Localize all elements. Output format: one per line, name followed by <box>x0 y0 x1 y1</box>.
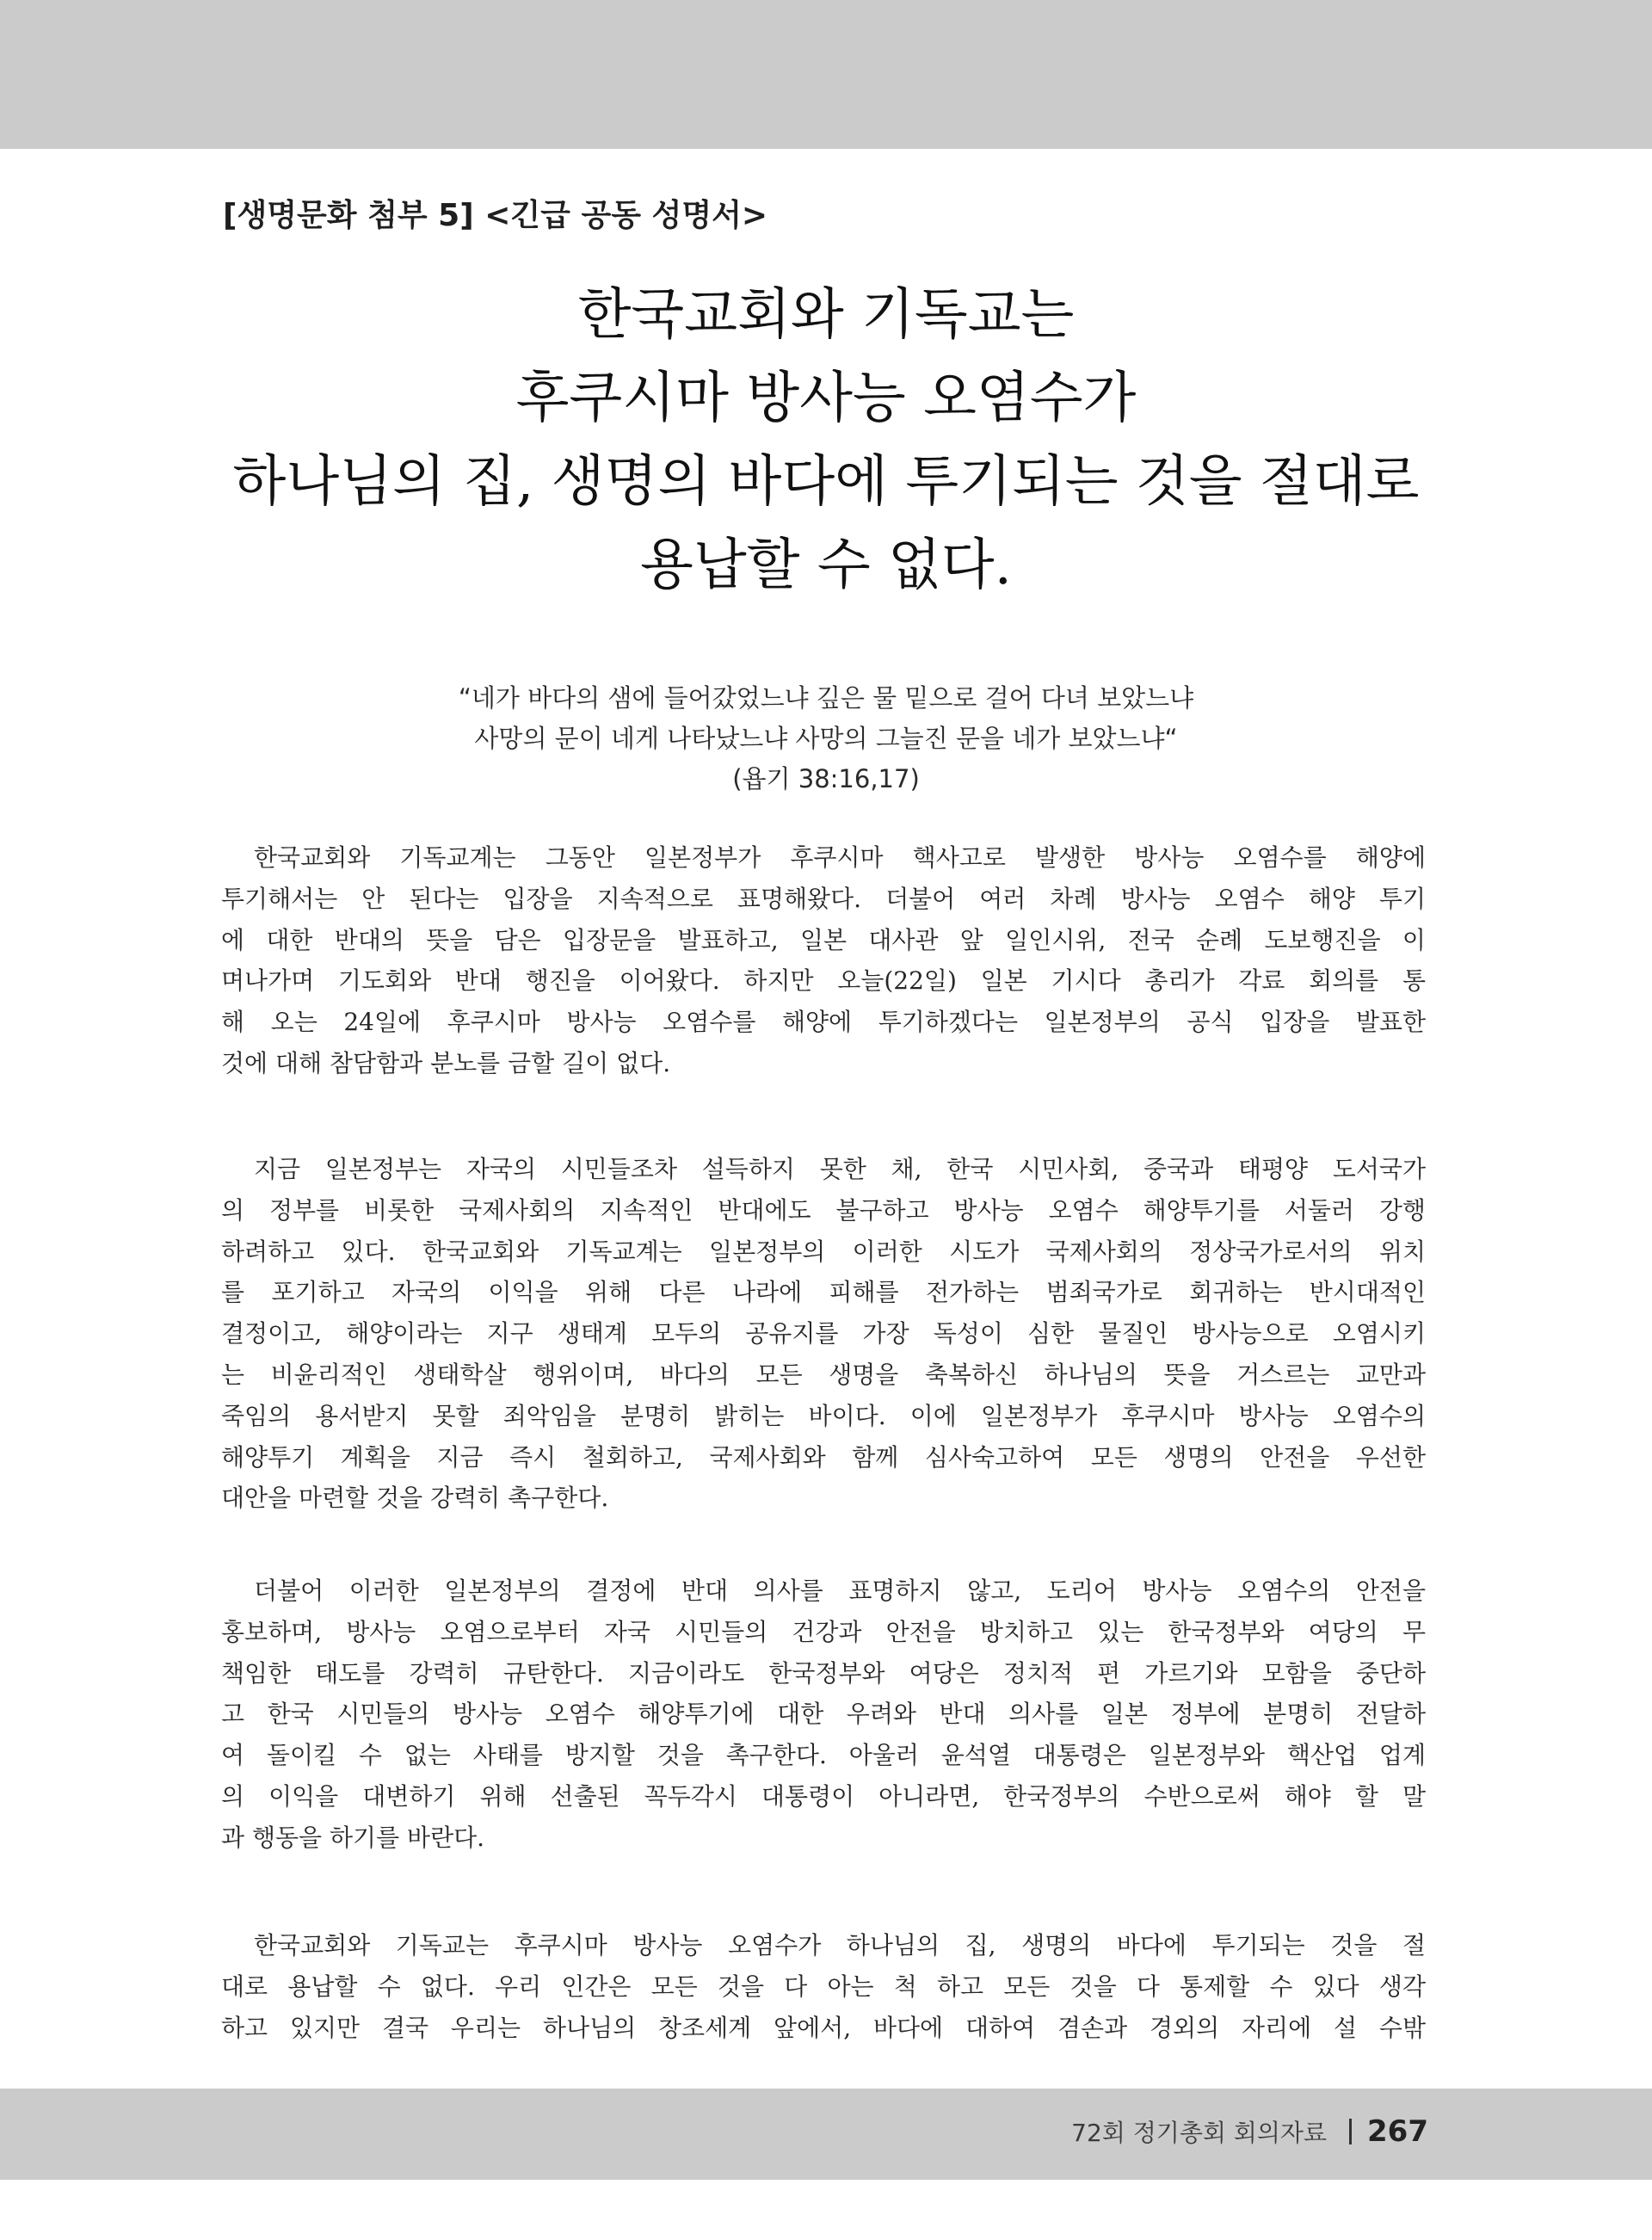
epigraph-citation: (욥기 38:16,17) <box>732 764 920 793</box>
paragraph-line: 해양투기 계획을 지금 즉시 철회하고, 국제사회와 함께 심사숙고하여 모든 생명의 안전을 우선한 <box>221 1442 1426 1472</box>
paragraph-line: 죽임의 용서받지 못할 죄악임을 분명히 밝히는 바이다. 이에 일본정부가 후쿠시마 방사능 오염수의 <box>221 1401 1426 1430</box>
title-line: 한국교회와 기독교는 <box>577 283 1075 347</box>
epigraph-line: 사망의 문이 네게 나타났느냐 사망의 그늘진 문을 네가 보았느냐“ <box>474 724 1178 753</box>
paragraph-line: 것에 대해 참담함과 분노를 금할 길이 없다. <box>221 1048 671 1077</box>
page-footer <box>1071 2106 1428 2157</box>
paragraph-line: 결정이고, 해양이라는 지구 생태계 모두의 공유지를 가장 독성이 심한 물질인 방사능으로 오염시키 <box>221 1319 1426 1348</box>
paragraph-3 <box>221 1570 1426 1859</box>
paragraph-line: 책임한 태도를 강력히 규탄한다. 지금이라도 한국정부와 여당은 정치적 편 가르기와 모함을 중단하 <box>221 1658 1426 1688</box>
footer-meeting-label: 72회 정기총회 회의자료 <box>1071 2119 1328 2147</box>
paragraph-4 <box>221 1925 1426 2048</box>
paragraph-line: 과 행동을 하기를 바란다. <box>221 1823 485 1852</box>
paragraph-line: 지금 일본정부는 자국의 시민들조차 설득하지 못한 채, 한국 시민사회, 중국과 태평양 도서국가 <box>254 1155 1426 1183</box>
paragraph-line: 한국교회와 기독교는 후쿠시마 방사능 오염수가 하나님의 집, 생명의 바다에 투기되는 것을 절 <box>254 1931 1426 1959</box>
paragraph-line: 대안을 마련할 것을 강력히 촉구한다. <box>221 1484 609 1513</box>
paragraph-line: 홍보하며, 방사능 오염으로부터 자국 시민들의 건강과 안전을 방치하고 있는 한국정부와 여당의 무 <box>221 1617 1426 1646</box>
paragraph-line: 하고 있지만 결국 우리는 하나님의 창조세계 앞에서, 바다에 대하여 겸손과 경외의 자리에 설 수밖 <box>221 2013 1426 2042</box>
paragraph-line: 한국교회와 기독교계는 그동안 일본정부가 후쿠시마 핵사고로 발생한 방사능 오염수를 해양에 <box>254 843 1426 872</box>
attachment-label: [생명문화 첨부 5] <긴급 공동 성명서> <box>223 198 768 233</box>
paragraph-line: 며나가며 기도회와 반대 행진을 이어왔다. 하지만 오늘(22일) 일본 기시다 총리가 각료 회의를 통 <box>221 966 1426 996</box>
paragraph-1 <box>221 837 1426 1084</box>
paragraph-line: 하려하고 있다. 한국교회와 기독교계는 일본정부의 이러한 시도가 국제사회의 정상국가로서의 위치 <box>221 1237 1426 1266</box>
footer-separator <box>1349 2119 1352 2144</box>
epigraph <box>224 678 1428 799</box>
paragraph-line: 의 이익을 대변하기 위해 선출된 꼭두각시 대통령이 아니라면, 한국정부의 수반으로써 해야 할 말 <box>221 1781 1426 1811</box>
title-line: 후쿠시마 방사능 오염수가 <box>515 367 1137 430</box>
epigraph-line: “네가 바다의 샘에 들어갔었느냐 깊은 물 밑으로 걸어 다녀 보았느냐 <box>458 683 1194 713</box>
paragraph-line: 해 오는 24일에 후쿠시마 방사능 오염수를 해양에 투기하겠다는 일본정부의 공식 입장을 발표한 <box>221 1008 1426 1037</box>
paragraph-2 <box>221 1149 1426 1519</box>
title-line: 용납할 수 없다. <box>640 534 1012 597</box>
paragraph-line: 대로 용납할 수 없다. 우리 인간은 모든 것을 다 아는 척 하고 모든 것을 다 통제할 수 있다 생각 <box>221 1972 1426 2001</box>
paragraph-line: 를 포기하고 자국의 이익을 위해 다른 나라에 피해를 전가하는 범죄국가로 회귀하는 반시대적인 <box>221 1278 1426 1307</box>
page-title <box>138 274 1514 608</box>
paragraph-line: 더불어 이러한 일본정부의 결정에 반대 의사를 표명하지 않고, 도리어 방사능 오염수의 안전을 <box>254 1577 1426 1605</box>
paragraph-line: 고 한국 시민들의 방사능 오염수 해양투기에 대한 우려와 반대 의사를 일본 정부에 분명히 전달하 <box>221 1700 1426 1729</box>
paragraph-line: 는 비윤리적인 생태학살 행위이며, 바다의 모든 생명을 축복하신 하나님의 뜻을 거스르는 교만과 <box>221 1360 1426 1389</box>
paragraph-line: 투기해서는 안 된다는 입장을 지속적으로 표명해왔다. 더불어 여러 차례 방사능 오염수 해양 투기 <box>221 884 1426 913</box>
header-band <box>0 0 1652 149</box>
title-line: 하나님의 집, 생명의 바다에 투기되는 것을 절대로 <box>232 450 1420 514</box>
paragraph-line: 여 돌이킬 수 없는 사태를 방지할 것을 촉구한다. 아울러 윤석열 대통령은 일본정부와 핵산업 업계 <box>221 1741 1426 1770</box>
paragraph-line: 에 대한 반대의 뜻을 담은 입장문을 발표하고, 일본 대사관 앞 일인시위, 전국 순례 도보행진을 이 <box>221 925 1426 954</box>
paragraph-line: 의 정부를 비롯한 국제사회의 지속적인 반대에도 불구하고 방사능 오염수 해양투기를 서둘러 강행 <box>221 1195 1426 1225</box>
page-number: 267 <box>1367 2114 1428 2149</box>
